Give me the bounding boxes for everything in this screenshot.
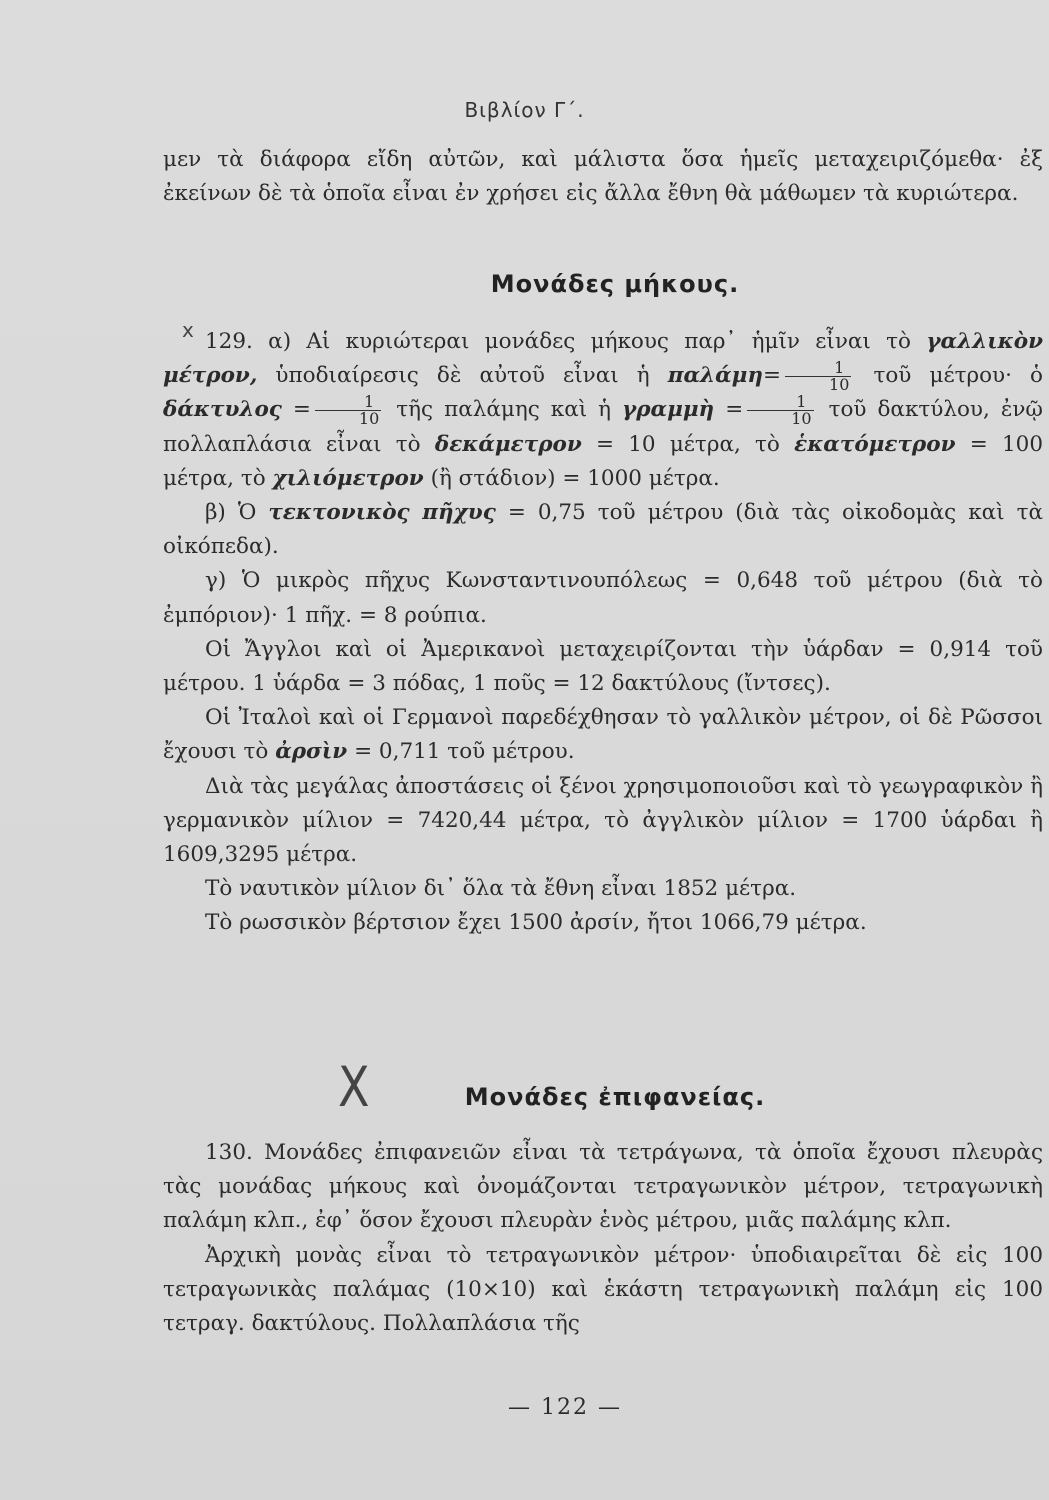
paragraph-nautical-mile: Τὸ ναυτικὸν μίλιον δι᾽ ὅλα τὰ ἔθνη εἶναι 1852 μέτρα. — [205, 876, 797, 902]
fraction-one-tenth: $\frac{1}{10}$ — [785, 360, 851, 393]
section-129 — [163, 325, 1043, 941]
paragraph-arshin: Οἱ Ἰταλοὶ καὶ οἱ Γερμανοὶ παρεδέχθησαν τὸ γαλλικὸν μέτρον, οἱ δὲ Ρῶσσοι ἔχουσι τὸ ἀρσὶν = 0,711 τοῦ μέτρου. — [163, 705, 1043, 765]
term-decameter: δεκάμετρον — [434, 431, 582, 457]
intro-paragraph: μεν τὰ διάφορα εἴδη αὐτῶν, καὶ μάλιστα ὅσα ἡμεῖς μεταχειριζόμεθα· ἐξ ἐκείνων δὲ τὰ ὁποῖα εἶναι ἐν χρήσει εἰς ἄλλα ἔθνη θὰ μάθωμεν τὰ κυριώτερα. — [163, 147, 1043, 207]
handwritten-x-mark: x — [182, 318, 194, 342]
paragraph-verst: Τὸ ρωσσικὸν βέρτσιον ἔχει 1500 ἀρσίν, ἤτοι 1066,79 μέτρα. — [205, 910, 867, 936]
section-heading-area-units: Μονάδες ἐπιφανείας. — [464, 1083, 766, 1111]
paragraph-129-a: 129. α) Αἱ κυριώτεραι μονάδες μήκους παρ᾽ ἡμῖν εἶναι τὸ γαλλικὸν μέτρον, ὑποδιαίρεσις δὲ αὐτοῦ εἶναι ἡ παλάμη= $\frac{1}{10}$ τοῦ μέτρου· ὁ δάκτυλος = $\frac{1}{10}$ τῆς παλάμης καὶ ἡ γραμμὴ = $\frac{1}{10}$ τοῦ δακτύλου, ἐνῷ πολλαπλάσια εἶναι τὸ δεκάμετρον = 10 μέτρα, τὸ ἑκατόμετρον = 100 μέτρα, τὸ χιλιόμετρον (ἢ στάδιον) = 1000 μέτρα. — [163, 329, 1044, 491]
term-kilometer: χιλιόμετρον — [272, 465, 424, 491]
term-hectometer: ἑκατόμετρον — [794, 431, 956, 457]
section-130 — [163, 1136, 1043, 1341]
section-heading-length-units: Μονάδες μήκους. — [490, 270, 740, 298]
paragraph-130-a: 130. Μονάδες ἐπιφανειῶν εἶναι τὰ τετράγωνα, τὰ ὁποῖα ἔχουσι πλευρὰς τὰς μονάδας μήκους καὶ ὀνομάζονται τετραγωνικὸν μέτρον, τετραγωνικὴ παλάμη κλπ., ἐφ᾽ ὅσον ἔχουσι πλευρὰν ἑνὸς μέτρου, μιᾶς παλάμης κλπ. — [163, 1140, 1043, 1234]
term-arshin: ἀρσὶν — [275, 739, 348, 765]
term-line: γραμμὴ — [622, 397, 715, 423]
term-finger: δάκτυλος — [163, 397, 282, 423]
term-builders-cubit: τεκτονικὸς πῆχυς — [268, 500, 496, 526]
handwritten-x-mark: X — [338, 1054, 370, 1120]
term-palm: παλάμη — [667, 363, 763, 389]
page-number: — 122 — — [508, 1395, 622, 1420]
running-head: Βιβλίον Γ΄. — [464, 98, 585, 122]
paragraph-yard: Οἱ Ἄγγλοι καὶ οἱ Ἀμερικανοὶ μεταχειρίζονται τὴν ὑάρδαν = 0,914 τοῦ μέτρου. 1 ὑάρδα = 3 πόδας, 1 ποῦς = 12 δακτύλους (ἴντσες). — [163, 636, 1043, 697]
term-french-meter: γαλλικὸν μέτρον, — [163, 329, 1043, 389]
fraction-one-tenth: $\frac{1}{10}$ — [315, 394, 381, 427]
paragraph-miles: Διὰ τὰς μεγάλας ἀποστάσεις οἱ ξένοι χρησιμοποιοῦσι καὶ τὸ γεωγραφικὸν ἢ γερμανικὸν μίλιον = 7420,44 μέτρα, τὸ ἀγγλικὸν μίλιον = 1700 ὑάρδαι ἢ 1609,3295 μέτρα. — [163, 773, 1043, 868]
paragraph-129-b: β) Ὁ τεκτονικὸς πῆχυς = 0,75 τοῦ μέτρου (διὰ τὰς οἰκοδομὰς καὶ τὰ οἰκόπεδα). — [163, 500, 1044, 560]
fraction-one-tenth: $\frac{1}{10}$ — [747, 394, 813, 427]
paragraph-130-b: Ἀρχικὴ μονὰς εἶναι τὸ τετραγωνικὸν μέτρον· ὑποδιαιρεῖται δὲ εἰς 100 τετραγωνικὰς παλάμας (10×10) καὶ ἑκάστη τετραγωνικὴ παλάμη εἰς 100 τετραγ. δακτύλους. Πολλαπλάσια τῆς — [163, 1242, 1043, 1337]
paragraph-129-c: γ) Ὁ μικρὸς πῆχυς Κωνσταντινουπόλεως = 0,648 τοῦ μέτρου (διὰ τὸ ἐμπόριον)· 1 πῆχ. = 8 ρούπια. — [163, 568, 1043, 628]
